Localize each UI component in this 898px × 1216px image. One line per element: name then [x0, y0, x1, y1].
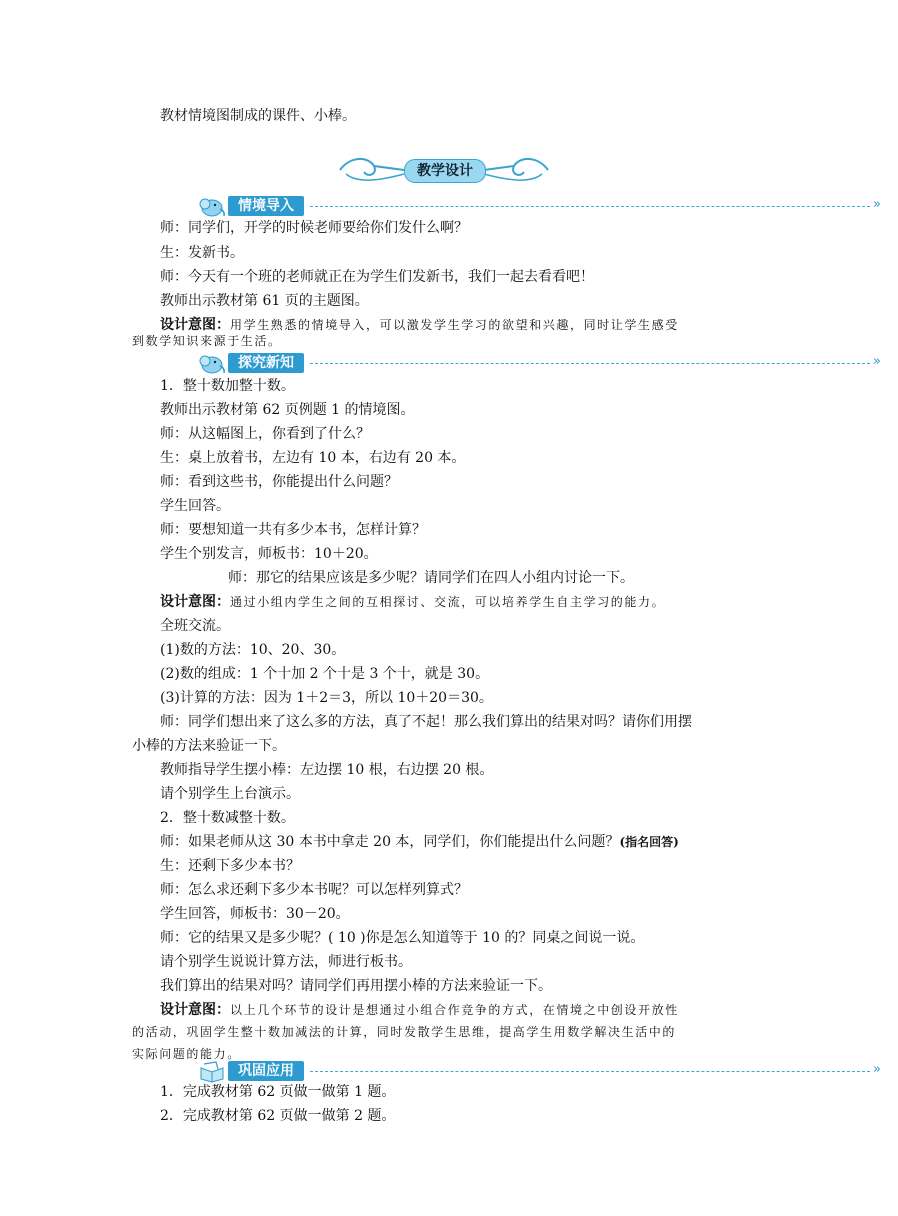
text-line: 2．完成教材第 62 页做一做第 2 题。: [160, 1108, 396, 1124]
text-line: (3)计算的方法：因为 1＋2＝3，所以 10＋20＝30。: [160, 690, 493, 706]
design-intent-text: 实际问题的能力。: [132, 1047, 241, 1061]
double-chevron-right-icon: »: [873, 1062, 881, 1077]
text-line: 师：今天有一个班的老师就正在为学生们发新书，我们一起去看看吧！: [160, 269, 594, 285]
teaching-design-banner: [338, 150, 550, 190]
design-intent-text: 用学生熟悉的情境导入，可以激发学生学习的欲望和兴趣，同时让学生感受: [230, 318, 679, 332]
text-line: 全班交流。: [160, 618, 230, 634]
text-line: 师：怎么求还剩下多少本书呢？可以怎样列算式？: [160, 882, 468, 898]
design-intent-text: 通过小组内学生之间的互相探讨、交流，可以培养学生自主学习的能力。: [230, 595, 666, 609]
section-divider: [310, 206, 870, 207]
text-line: 1．整十数加整十数。: [160, 378, 295, 394]
text-line: 1．完成教材第 62 页做一做第 1 题。: [160, 1084, 396, 1100]
text-line: 教师指导学生摆小棒：左边摆 10 根，右边摆 20 根。: [160, 762, 494, 778]
cartoon-elephant-icon: [198, 352, 226, 374]
text-line: 师：从这幅图上，你看到了什么？: [160, 426, 370, 442]
text-line: 生：发新书。: [160, 245, 244, 261]
text-line: 师：它的结果又是多少呢？( 10 )你是怎么知道等于 10 的？同桌之间说一说。: [160, 930, 645, 946]
text-line-note: (指名回答): [619, 835, 679, 849]
design-intent-label: 设计意图：: [160, 1002, 230, 1018]
design-intent-3: [160, 1000, 679, 1020]
text-line: 小棒的方法来验证一下。: [132, 738, 286, 754]
section-header-intro: [198, 195, 898, 217]
text-line: 生：还剩下多少本书？: [160, 858, 300, 874]
section-header-practice: [198, 1060, 898, 1082]
double-chevron-right-icon: »: [873, 354, 881, 369]
text-line: 学生回答。: [160, 498, 230, 514]
text-line: 教师出示教材第 61 页的主题图。: [160, 293, 369, 309]
text-line: 师：同学们，开学的时候老师要给你们发什么啊？: [160, 220, 468, 236]
materials-line: 教材情境图制成的课件、小棒。: [160, 108, 356, 124]
section-header-explore: [198, 352, 898, 374]
section-divider: [310, 1071, 870, 1072]
text-line: 学生个别发言，师板书：10＋20。: [160, 546, 378, 562]
text-line: 学生回答，师板书：30－20。: [160, 906, 350, 922]
design-intent-label: 设计意图：: [160, 594, 230, 610]
design-intent-text: 到数学知识来源于生活。: [132, 334, 282, 348]
text-line: [160, 832, 679, 852]
design-intent-2: [160, 592, 665, 612]
section-divider: [310, 363, 870, 364]
design-intent-text: 以上几个环节的设计是想通过小组合作竞争的方式，在情境之中创设开放性: [230, 1003, 679, 1017]
section-title-intro: 情境导入: [228, 196, 304, 216]
text-line: 师：同学们想出来了这么多的方法，真了不起！那么我们算出的结果对吗？请你们用摆: [160, 714, 692, 730]
cartoon-elephant-icon: [198, 195, 226, 217]
text-line: 教师出示教材第 62 页例题 1 的情境图。: [160, 402, 415, 418]
text-line: 生：桌上放着书，左边有 10 本，右边有 20 本。: [160, 450, 466, 466]
design-intent-text: 的活动，巩固学生整十数加减法的计算，同时发散学生思维，提高学生用数学解决生活中的: [132, 1025, 677, 1039]
text-line: 请个别学生上台演示。: [160, 786, 300, 802]
open-book-icon: [198, 1060, 226, 1082]
double-chevron-right-icon: »: [873, 197, 881, 212]
text-line-main: 师：如果老师从这 30 本书中拿走 20 本，同学们，你们能提出什么问题？: [160, 834, 620, 850]
text-line: 师：要想知道一共有多少本书，怎样计算？: [160, 522, 426, 538]
section-title-explore: 探究新知: [228, 353, 304, 373]
text-line: 请个别学生说说计算方法，师进行板书。: [160, 954, 412, 970]
text-line: 师：那它的结果应该是多少呢？请同学们在四人小组内讨论一下。: [228, 570, 634, 586]
section-title-practice: 巩固应用: [228, 1061, 304, 1081]
banner-title: 教学设计: [404, 159, 486, 183]
text-line: (1)数的方法：10、20、30。: [160, 642, 346, 658]
text-line: 师：看到这些书，你能提出什么问题？: [160, 474, 398, 490]
text-line: 2．整十数减整十数。: [160, 810, 295, 826]
text-line: (2)数的组成：1 个十加 2 个十是 3 个十，就是 30。: [160, 666, 490, 682]
text-line: 我们算出的结果对吗？请同学们再用摆小棒的方法来验证一下。: [160, 978, 552, 994]
design-intent-label: 设计意图：: [160, 317, 230, 333]
